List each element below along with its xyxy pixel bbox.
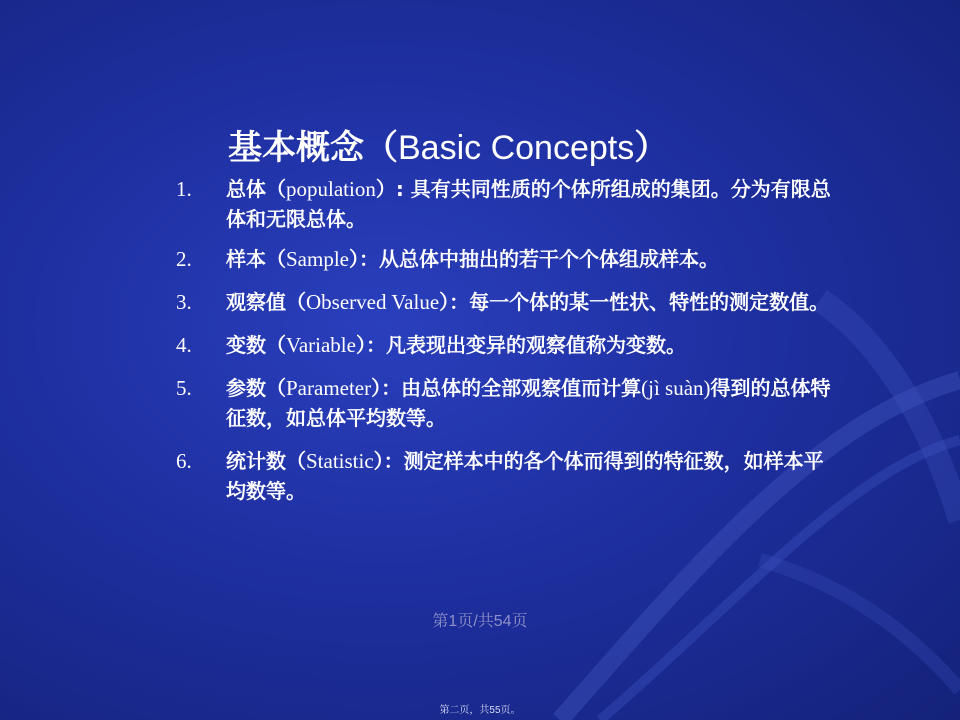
item-term-en: population (286, 177, 376, 201)
item-text (226, 247, 719, 271)
item-number: 1. (176, 177, 192, 201)
list-item (176, 244, 836, 274)
slide-title (228, 126, 828, 170)
item-term-en: Statistic (306, 449, 374, 473)
item-term: 总体（ (226, 177, 286, 201)
page-indicator: 第1页/共54页 (432, 613, 528, 630)
item-number: 3. (176, 290, 192, 314)
title-chinese: 基本概念（ (228, 129, 398, 167)
item-definition: ）：由总体的全部观察值而计算 (371, 376, 642, 400)
list-item (176, 373, 836, 433)
concept-list (176, 174, 836, 506)
item-text (226, 290, 829, 314)
list-item (176, 446, 836, 506)
item-text (226, 376, 831, 430)
item-text (226, 449, 824, 503)
item-number: 2. (176, 247, 192, 271)
item-definition: ）：每一个体的某一性状、特性的测定数值。 (439, 290, 830, 314)
item-number: 6. (176, 449, 192, 473)
item-number: 4. (176, 333, 192, 357)
item-definition: ）: 具有共同性质的个体所组成的集团。分为有限总体和无限总体。 (226, 177, 831, 231)
list-item (176, 330, 836, 360)
item-term: 变数（ (226, 333, 286, 357)
item-definition: ）：凡表现出变异的观察值称为变数。 (355, 333, 686, 357)
item-term: 统计数（ (226, 449, 306, 473)
item-pinyin: (jì suàn) (641, 376, 711, 400)
item-definition-cont: 得到的总体特征数，如总体平均数等。 (226, 376, 831, 430)
item-number: 5. (176, 376, 192, 400)
item-term-en: Observed Value (306, 290, 440, 314)
item-text (226, 177, 831, 231)
item-term: 观察值（ (226, 290, 306, 314)
item-definition: ）：从总体中抽出的若干个个体组成样本。 (349, 247, 719, 271)
title-close-paren: ） (634, 129, 669, 167)
list-item (176, 287, 836, 317)
item-term-en: Parameter (286, 376, 372, 400)
item-text (226, 333, 686, 357)
footer-page-count: 第二页，共55页。 (439, 705, 521, 716)
item-term: 参数（ (226, 376, 286, 400)
item-term-en: Sample (286, 247, 349, 271)
item-term: 样本（ (226, 247, 286, 271)
list-item (176, 174, 836, 234)
title-english: Basic Concepts (398, 129, 635, 167)
item-term-en: Variable (286, 333, 356, 357)
item-definition: ）：测定样本中的各个体而得到的特征数，如样本平均数等。 (226, 449, 824, 503)
